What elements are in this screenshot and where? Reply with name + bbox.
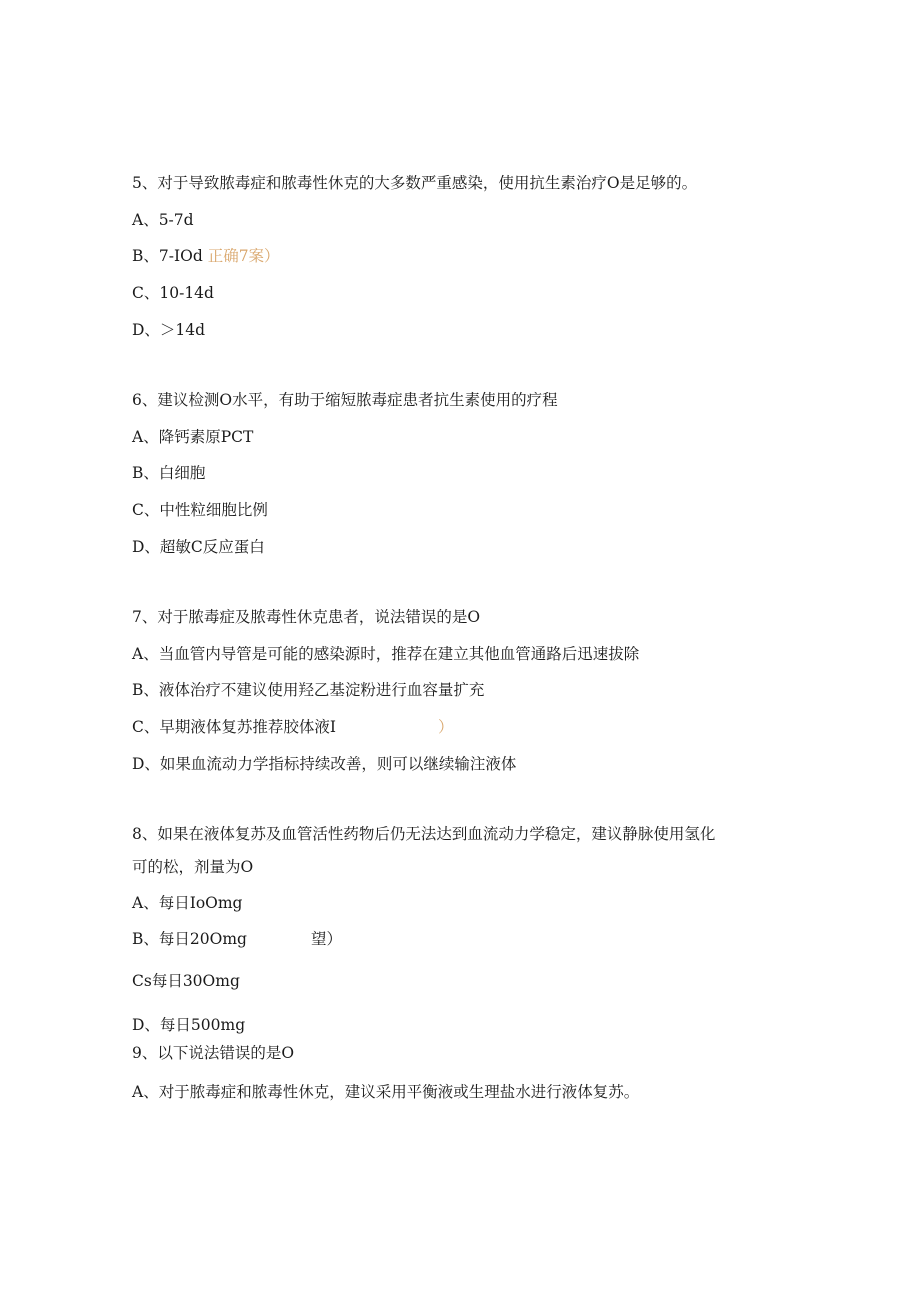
question-7-option-b: B、液体治疗不建议使用羟乙基淀粉进行血容量扩充 — [132, 681, 485, 699]
question-7-option-a: A、当血管内导管是可能的感染源时，推荐在建立其他血管通路后迅速拔除 — [132, 645, 640, 663]
question-7-answer-note: ） — [438, 718, 454, 736]
question-7-option-c: C、早期液体复苏推荐胶体液I — [132, 718, 336, 736]
question-5-option-d: D、＞14d — [132, 321, 206, 339]
question-5-option-a: A、5-7d — [132, 211, 194, 229]
question-6-option-d: D、超敏C反应蛋白 — [132, 538, 265, 556]
question-6-stem: 6、建议检测O水平，有助于缩短脓毒症患者抗生素使用的疗程 — [132, 391, 558, 409]
question-8-answer-note: 望） — [311, 930, 343, 948]
question-8-option-d: D、每日500mg — [132, 1016, 246, 1034]
question-8-stem-line-1: 8、如果在液体复苏及血管活性药物后仍无法达到血流动力学稳定，建议静脉使用氢化 — [132, 825, 716, 843]
question-5-option-b-label: B、7-IOd — [132, 247, 203, 265]
question-6-option-b: B、白细胞 — [132, 464, 206, 482]
question-6-option-c: C、中性粒细胞比例 — [132, 501, 268, 519]
question-9-stem: 9、以下说法错误的是O — [132, 1044, 295, 1062]
question-6-option-a: A、降钙素原PCT — [132, 428, 254, 446]
question-5-option-b — [132, 246, 280, 266]
question-7-option-d: D、如果血流动力学指标持续改善，则可以继续输注液体 — [132, 755, 517, 773]
question-8-stem-line-2: 可的松，剂量为O — [132, 858, 254, 876]
question-5-stem: 5、对于导致脓毒症和脓毒性休克的大多数严重感染，使用抗生素治疗O是足够的。 — [132, 174, 698, 192]
question-8-option-a: A、每日IoOmg — [132, 894, 243, 912]
question-9-option-a: A、对于脓毒症和脓毒性休克，建议采用平衡液或生理盐水进行液体复苏。 — [132, 1083, 640, 1101]
question-8-option-b: B、每日20Omg — [132, 930, 247, 948]
question-5-answer-note: 正确7案） — [207, 247, 280, 265]
question-7-stem: 7、对于脓毒症及脓毒性休克患者，说法错误的是O — [132, 608, 481, 626]
question-5-option-c: C、10-14d — [132, 284, 214, 302]
question-8-option-c: Cs每日30Omg — [132, 972, 240, 990]
